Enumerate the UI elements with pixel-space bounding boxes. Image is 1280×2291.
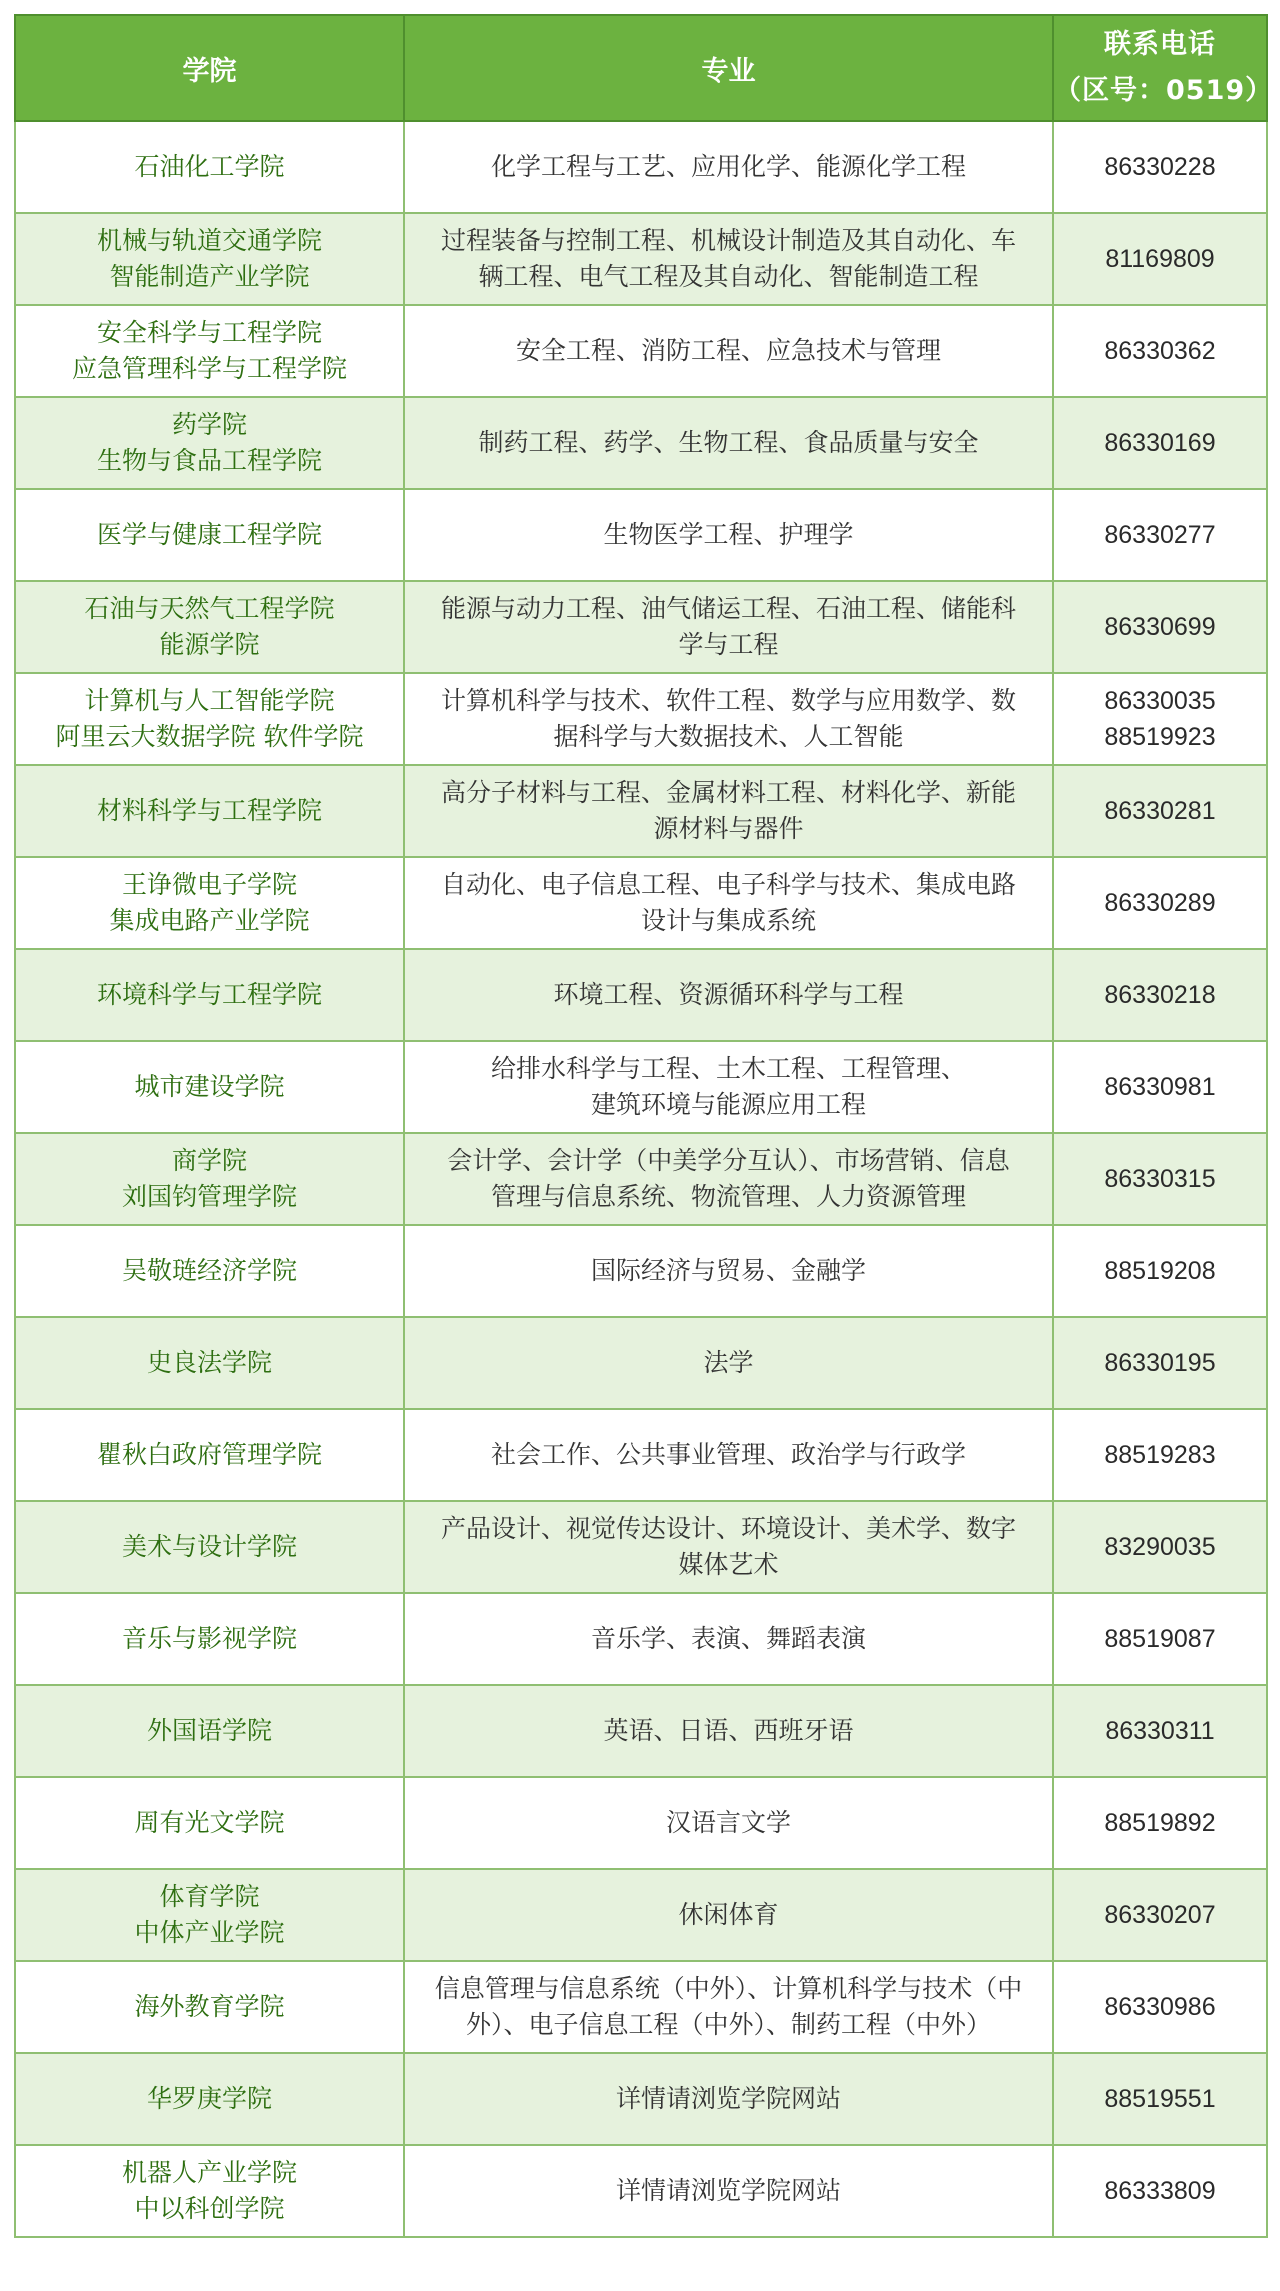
phone-text[interactable]: 86330981 xyxy=(1104,1073,1216,1101)
college-text: 石油与天然气工程学院 xyxy=(84,594,335,623)
table-row xyxy=(15,949,1267,1041)
major-text: 自动化、电子信息工程、电子科学与技术、集成电路 xyxy=(440,870,1016,899)
phone-text[interactable]: 86330289 xyxy=(1104,889,1216,917)
college-text: 美术与设计学院 xyxy=(121,1532,297,1561)
college-text: 机械与轨道交通学院 xyxy=(96,226,322,255)
college-text: 体育学院 xyxy=(159,1882,260,1911)
major-text: 汉语言文学 xyxy=(665,1808,791,1837)
college-text: 医学与健康工程学院 xyxy=(96,520,322,549)
header-college: 学院 xyxy=(15,15,404,121)
college-cell xyxy=(15,1777,404,1869)
major-cell xyxy=(404,857,1053,949)
college-cell xyxy=(15,1317,404,1409)
college-text: 环境科学与工程学院 xyxy=(96,980,322,1009)
college-cell xyxy=(15,765,404,857)
college-text: 音乐与影视学院 xyxy=(121,1624,297,1653)
college-contact-table-container xyxy=(14,14,1274,2238)
college-text: 集成电路产业学院 xyxy=(109,906,310,935)
major-text: 过程装备与控制工程、机械设计制造及其自动化、车 xyxy=(440,226,1016,255)
phone-text[interactable]: 88519551 xyxy=(1104,2085,1216,2113)
phone-text[interactable]: 86330986 xyxy=(1104,1993,1216,2021)
table-row xyxy=(15,2145,1267,2237)
phone-cell xyxy=(1053,1317,1267,1409)
phone-cell xyxy=(1053,673,1267,765)
major-text: 安全工程、消防工程、应急技术与管理 xyxy=(515,336,941,365)
phone-text[interactable]: 86330277 xyxy=(1104,521,1216,549)
table-row xyxy=(15,213,1267,305)
major-cell xyxy=(404,1409,1053,1501)
phone-text[interactable]: 86330699 xyxy=(1104,613,1216,641)
table-row xyxy=(15,1685,1267,1777)
phone-text[interactable]: 86330195 xyxy=(1104,1349,1216,1377)
phone-text[interactable]: 86330035 xyxy=(1104,687,1216,715)
college-cell xyxy=(15,2053,404,2145)
major-text: 产品设计、视觉传达设计、环境设计、美术学、数字 xyxy=(440,1514,1016,1543)
phone-cell xyxy=(1053,397,1267,489)
major-text: 信息管理与信息系统（中外）、计算机科学与技术（中 xyxy=(434,1974,1023,2003)
major-text: 会计学、会计学（中美学分互认）、市场营销、信息 xyxy=(447,1146,1010,1175)
phone-text[interactable]: 86330207 xyxy=(1104,1901,1216,1929)
major-cell xyxy=(404,765,1053,857)
major-text: 法学 xyxy=(703,1348,754,1377)
college-cell xyxy=(15,489,404,581)
college-text: 材料科学与工程学院 xyxy=(96,796,322,825)
major-cell xyxy=(404,1685,1053,1777)
phone-cell xyxy=(1053,1777,1267,1869)
college-text: 能源学院 xyxy=(159,630,260,659)
college-cell xyxy=(15,581,404,673)
phone-text[interactable]: 86330218 xyxy=(1104,981,1216,1009)
phone-text[interactable]: 86330281 xyxy=(1104,797,1216,825)
college-text: 应急管理科学与工程学院 xyxy=(71,354,347,383)
phone-cell xyxy=(1053,765,1267,857)
major-text: 环境工程、资源循环科学与工程 xyxy=(553,980,904,1009)
college-text: 刘国钧管理学院 xyxy=(121,1182,297,1211)
table-row xyxy=(15,1409,1267,1501)
phone-cell xyxy=(1053,1409,1267,1501)
phone-cell xyxy=(1053,1961,1267,2053)
major-cell xyxy=(404,1593,1053,1685)
phone-text[interactable]: 88519208 xyxy=(1104,1257,1216,1285)
phone-cell xyxy=(1053,949,1267,1041)
college-cell xyxy=(15,949,404,1041)
college-text: 周有光文学院 xyxy=(134,1808,285,1837)
major-text: 详情请浏览学院网站 xyxy=(615,2084,841,2113)
college-text: 外国语学院 xyxy=(146,1716,272,1745)
major-text: 据科学与大数据技术、人工智能 xyxy=(553,722,904,751)
phone-cell xyxy=(1053,305,1267,397)
phone-cell xyxy=(1053,1133,1267,1225)
major-cell xyxy=(404,1869,1053,1961)
college-text: 华罗庚学院 xyxy=(146,2084,272,2113)
phone-cell xyxy=(1053,581,1267,673)
major-text: 辆工程、电气工程及其自动化、智能制造工程 xyxy=(478,262,979,291)
table-row xyxy=(15,1501,1267,1593)
college-cell xyxy=(15,1409,404,1501)
college-cell xyxy=(15,2145,404,2237)
major-text: 外）、电子信息工程（中外）、制药工程（中外） xyxy=(465,2010,991,2039)
major-cell xyxy=(404,121,1053,213)
phone-text[interactable]: 86330228 xyxy=(1104,153,1216,181)
college-text: 机器人产业学院 xyxy=(121,2158,297,2187)
table-row xyxy=(15,1317,1267,1409)
major-cell xyxy=(404,1317,1053,1409)
college-cell xyxy=(15,121,404,213)
phone-text[interactable]: 88519087 xyxy=(1104,1625,1216,1653)
college-cell xyxy=(15,1041,404,1133)
college-text: 中体产业学院 xyxy=(134,1918,285,1947)
phone-text[interactable]: 88519283 xyxy=(1104,1441,1216,1469)
phone-text[interactable]: 86333809 xyxy=(1104,2177,1216,2205)
table-row xyxy=(15,673,1267,765)
major-cell xyxy=(404,1225,1053,1317)
table-row xyxy=(15,1041,1267,1133)
phone-text[interactable]: 81169809 xyxy=(1105,245,1215,273)
phone-cell xyxy=(1053,1685,1267,1777)
college-contact-table xyxy=(14,14,1274,2238)
table-row xyxy=(15,397,1267,489)
major-cell xyxy=(404,673,1053,765)
college-text: 阿里云大数据学院 软件学院 xyxy=(55,722,364,751)
college-cell xyxy=(15,1869,404,1961)
major-cell xyxy=(404,2053,1053,2145)
major-text: 国际经济与贸易、金融学 xyxy=(590,1256,866,1285)
major-text: 设计与集成系统 xyxy=(640,906,816,935)
major-cell xyxy=(404,305,1053,397)
college-cell xyxy=(15,1961,404,2053)
table-row xyxy=(15,121,1267,213)
phone-cell xyxy=(1053,2145,1267,2237)
major-text: 化学工程与工艺、应用化学、能源化学工程 xyxy=(490,152,966,181)
phone-text[interactable]: 86330311 xyxy=(1105,1717,1215,1745)
table-row xyxy=(15,857,1267,949)
major-text: 源材料与器件 xyxy=(653,814,804,843)
major-text: 学与工程 xyxy=(678,630,779,659)
major-cell xyxy=(404,1041,1053,1133)
table-header xyxy=(15,15,1274,121)
college-text: 中以科创学院 xyxy=(134,2194,285,2223)
header-phone xyxy=(1053,15,1274,121)
major-cell xyxy=(404,397,1053,489)
major-text: 制药工程、药学、生物工程、食品质量与安全 xyxy=(478,428,979,457)
header-row xyxy=(15,15,1267,121)
major-text: 音乐学、表演、舞蹈表演 xyxy=(590,1624,866,1653)
phone-cell xyxy=(1053,489,1267,581)
college-text: 王诤微电子学院 xyxy=(121,870,297,899)
phone-text[interactable]: 88519892 xyxy=(1104,1809,1216,1837)
header-major: 专业 xyxy=(404,15,1053,121)
phone-cell xyxy=(1053,1225,1267,1317)
table-row xyxy=(15,305,1267,397)
college-cell xyxy=(15,673,404,765)
table-row xyxy=(15,1593,1267,1685)
table-row xyxy=(15,1133,1267,1225)
phone-cell xyxy=(1053,857,1267,949)
major-text: 建筑环境与能源应用工程 xyxy=(590,1090,866,1119)
college-cell xyxy=(15,305,404,397)
major-text: 休闲体育 xyxy=(678,1900,779,1929)
college-cell xyxy=(15,857,404,949)
college-text: 吴敬琏经济学院 xyxy=(121,1256,297,1285)
header-phone-title: 联系电话 xyxy=(1104,29,1216,60)
college-cell xyxy=(15,213,404,305)
college-text: 城市建设学院 xyxy=(134,1072,285,1101)
table-row xyxy=(15,1869,1267,1961)
major-cell xyxy=(404,581,1053,673)
major-cell xyxy=(404,489,1053,581)
table-row xyxy=(15,581,1267,673)
phone-cell xyxy=(1053,1869,1267,1961)
table-row xyxy=(15,1961,1267,2053)
college-cell xyxy=(15,1593,404,1685)
college-text: 安全科学与工程学院 xyxy=(96,318,322,347)
college-cell xyxy=(15,1685,404,1777)
phone-text[interactable]: 86330315 xyxy=(1104,1165,1216,1193)
header-phone-area-code: （区号：0519） xyxy=(1054,75,1274,106)
major-text: 媒体艺术 xyxy=(678,1550,779,1579)
major-text: 能源与动力工程、油气储运工程、石油工程、储能科 xyxy=(440,594,1016,623)
phone-cell xyxy=(1053,1041,1267,1133)
major-text: 管理与信息系统、物流管理、人力资源管理 xyxy=(490,1182,966,1211)
college-cell xyxy=(15,1225,404,1317)
college-text: 商学院 xyxy=(171,1146,247,1175)
college-text: 史良法学院 xyxy=(146,1348,272,1377)
major-text: 社会工作、公共事业管理、政治学与行政学 xyxy=(490,1440,966,1469)
phone-cell xyxy=(1053,2053,1267,2145)
major-text: 计算机科学与技术、软件工程、数学与应用数学、数 xyxy=(440,686,1016,715)
major-cell xyxy=(404,949,1053,1041)
major-cell xyxy=(404,1777,1053,1869)
major-cell xyxy=(404,1961,1053,2053)
college-text: 计算机与人工智能学院 xyxy=(84,686,335,715)
college-text: 海外教育学院 xyxy=(134,1992,285,2021)
phone-text[interactable]: 88519923 xyxy=(1104,723,1216,751)
college-cell xyxy=(15,1133,404,1225)
major-text: 详情请浏览学院网站 xyxy=(615,2176,841,2205)
table-row xyxy=(15,489,1267,581)
major-cell xyxy=(404,1501,1053,1593)
major-cell xyxy=(404,1133,1053,1225)
phone-cell xyxy=(1053,121,1267,213)
table-body xyxy=(15,121,1267,2237)
table-row xyxy=(15,1225,1267,1317)
college-cell xyxy=(15,397,404,489)
college-text: 药学院 xyxy=(171,410,247,439)
major-text: 给排水科学与工程、土木工程、工程管理、 xyxy=(490,1054,966,1083)
major-text: 高分子材料与工程、金属材料工程、材料化学、新能 xyxy=(440,778,1016,807)
college-text: 智能制造产业学院 xyxy=(109,262,310,291)
phone-text[interactable]: 86330362 xyxy=(1104,337,1216,365)
phone-text[interactable]: 83290035 xyxy=(1104,1533,1216,1561)
table-row xyxy=(15,1777,1267,1869)
phone-cell xyxy=(1053,1501,1267,1593)
table-row xyxy=(15,2053,1267,2145)
phone-cell xyxy=(1053,213,1267,305)
college-cell xyxy=(15,1501,404,1593)
table-row xyxy=(15,765,1267,857)
major-text: 英语、日语、西班牙语 xyxy=(603,1716,854,1745)
major-cell xyxy=(404,213,1053,305)
phone-cell xyxy=(1053,1593,1267,1685)
college-text: 生物与食品工程学院 xyxy=(96,446,322,475)
phone-text[interactable]: 86330169 xyxy=(1104,429,1216,457)
college-text: 石油化工学院 xyxy=(134,152,285,181)
major-cell xyxy=(404,2145,1053,2237)
major-text: 生物医学工程、护理学 xyxy=(603,520,854,549)
college-text: 瞿秋白政府管理学院 xyxy=(96,1440,322,1469)
